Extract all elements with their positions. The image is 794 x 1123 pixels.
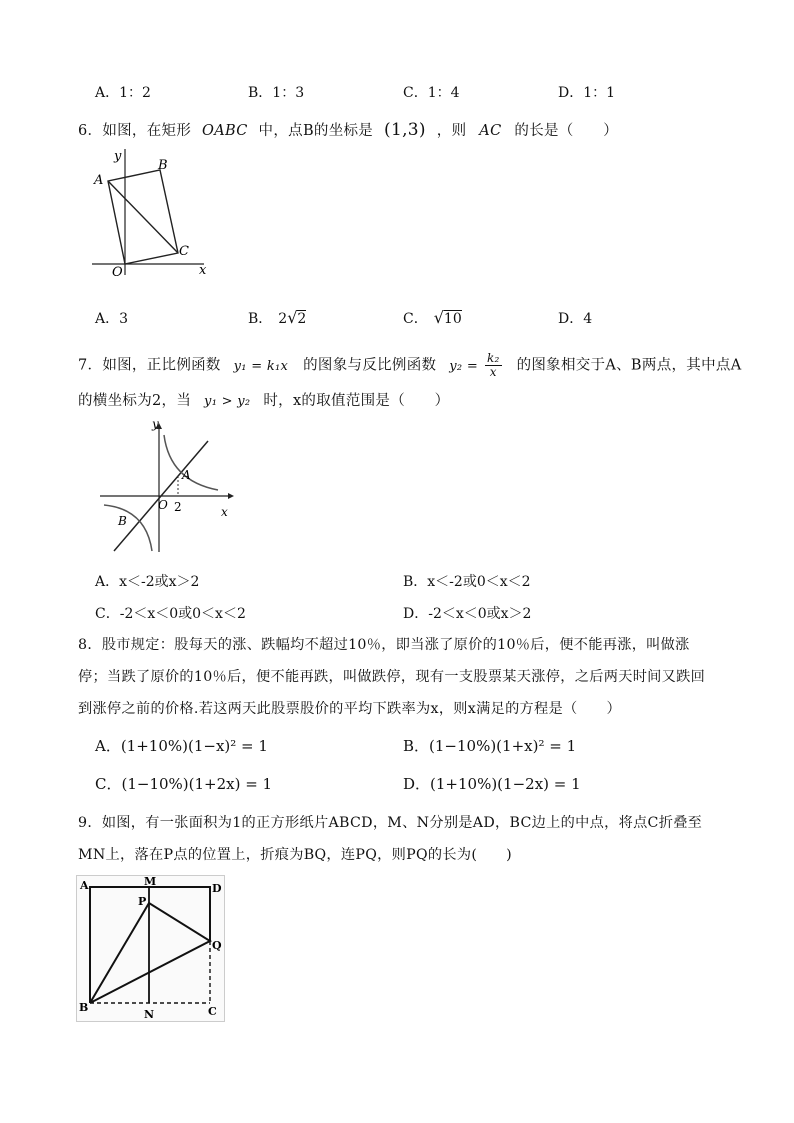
q9-figure <box>76 875 226 1023</box>
q6-label-y: y <box>114 149 122 164</box>
q5-option-c: C．1：4 <box>403 85 460 101</box>
q6-coord: (1,3) <box>384 120 426 140</box>
q7-label-2: 2 <box>174 500 182 514</box>
q8-stem-line2: 停；当跌了原价的10％后，便不能再跌，叫做跌停，现有一支股票某天涨停，之后两天时间又跌回 <box>78 669 706 685</box>
q7-label-y: y <box>152 421 159 431</box>
q7-eq2-fraction: $\frac{\text{k₂}}{x}$ <box>486 351 500 379</box>
q6-var-oabc: OABC <box>202 123 248 139</box>
q9-label-n: N <box>144 1008 155 1021</box>
q7-option-a: A．x＜-2或x＞2 <box>95 574 200 590</box>
q9-label-q: Q <box>212 939 222 952</box>
q9-label-d: D <box>212 882 222 895</box>
q7-label-x: x <box>221 505 228 519</box>
q9-label-b: B <box>79 1001 89 1014</box>
q7-condition: y₁ > y₂ <box>204 394 251 409</box>
q6-option-c: C． √10 <box>403 308 462 327</box>
q7-eq1: y₁ = k₁x <box>233 358 289 374</box>
q6-label-x: x <box>199 263 207 278</box>
q7-figure <box>96 421 241 556</box>
q9-label-a: A <box>80 879 89 892</box>
q9-label-c: C <box>208 1005 217 1018</box>
q6-text-a: 6．如图，在矩形 <box>78 123 192 139</box>
q8-option-a: A．(1+10%)(1−x)² = 1 <box>95 737 268 755</box>
q7-option-c: C．-2＜x＜0或0＜x＜2 <box>95 606 246 622</box>
q5-option-b: B．1：3 <box>248 85 305 101</box>
q6-label-b: B <box>158 158 168 173</box>
q6-option-d: D．4 <box>558 311 593 327</box>
q9-label-m: M <box>144 875 157 888</box>
q6-text-b: 中，点B的坐标是 <box>258 123 374 139</box>
q6-label-c: C <box>179 244 189 259</box>
q8-option-d: D．(1+10%)(1−2x) = 1 <box>403 775 581 793</box>
q7-hyperbola-branch-2 <box>104 505 152 551</box>
q5-option-d: D．1：1 <box>558 85 616 101</box>
q6-option-a: A．3 <box>95 311 129 327</box>
q8-option-c: C．(1−10%)(1+2x) = 1 <box>95 775 273 793</box>
q7-label-b: B <box>118 514 127 528</box>
q6-figure <box>88 143 213 278</box>
q9-stem-line1: 9．如图，有一张面积为1的正方形纸片ABCD，M、N分别是AD，BC边上的中点，将点C折叠至 <box>78 815 703 831</box>
q7-option-b: B．x＜-2或0＜x＜2 <box>403 574 531 590</box>
q6-var-ac: AC <box>479 123 502 139</box>
q6-label-a: A <box>94 173 104 188</box>
q6-diagonal-ac <box>108 181 178 253</box>
q7-option-d: D．-2＜x＜0或x＞2 <box>403 606 532 622</box>
q5-option-a: A．1：2 <box>95 85 151 101</box>
q7-hyperbola-branch-1 <box>164 435 218 490</box>
q7-stem-line1: 7．如图，正比例函数 y₁ = k₁x 的图象与反比例函数 y₂ = $\frac{\text{k₂}}{x}$ 的图象相交于A、B两点，其中点A <box>78 351 742 379</box>
q8-stem-line3: 到涨停之前的价格.若这两天此股票股价的平均下跌率为x，则x满足的方程是（ ） <box>78 701 621 717</box>
q8-option-b: B．(1−10%)(1+x)² = 1 <box>403 737 577 755</box>
q7-stem-line2: 的横坐标为2，当 y₁ > y₂ 时，x的取值范围是（ ） <box>78 393 450 409</box>
q6-option-b: B． 2√2 <box>248 308 307 327</box>
q9-label-p: P <box>138 895 147 908</box>
q6-label-o: O <box>112 265 123 278</box>
q6-text-d: 的长是（ ） <box>514 123 618 139</box>
q7-label-a: A <box>182 468 191 482</box>
q6-stem <box>78 119 618 140</box>
q9-stem-line2: MN上，落在P点的位置上，折痕为BQ，连PQ，则PQ的长为( ) <box>78 847 512 863</box>
q7-eq2-lhs: y₂ = <box>449 358 479 374</box>
q6-text-c: ，则 <box>436 123 467 139</box>
q7-label-o: O <box>158 498 168 512</box>
q8-stem-line1: 8．股市规定：股每天的涨、跌幅均不超过10％，即当涨了原价的10％后，便不能再涨，叫做涨 <box>78 637 690 653</box>
